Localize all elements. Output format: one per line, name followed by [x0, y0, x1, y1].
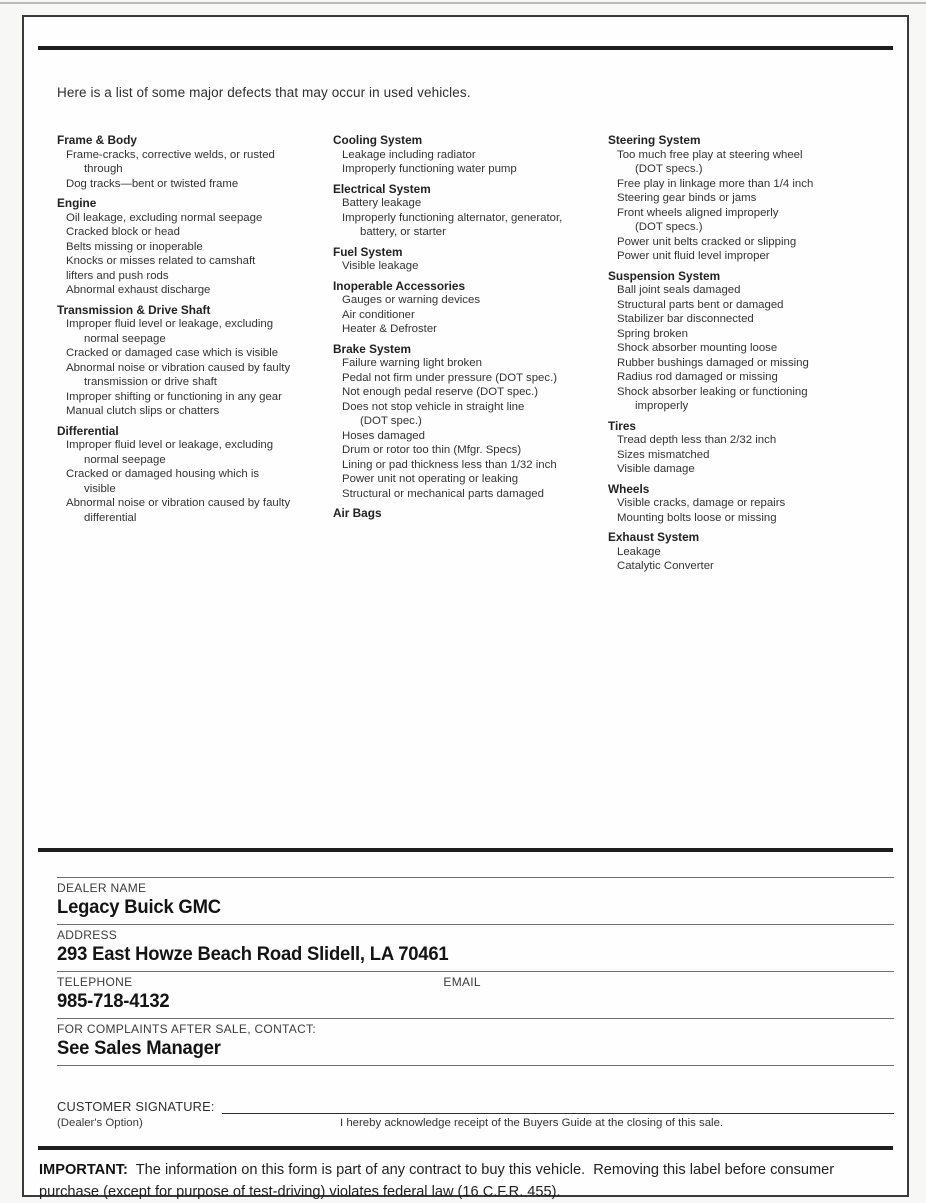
defect-column	[608, 128, 894, 574]
intro-text: Here is a list of some major defects that may occur in used vehicles.	[57, 85, 471, 100]
defect-item-line: Too much free play at steering wheel	[617, 148, 803, 161]
defect-item-line: Does not stop vehicle in straight line	[342, 400, 525, 413]
field-closing-line	[57, 1065, 894, 1066]
telephone-email-field	[57, 971, 894, 1018]
defect-item-line: Ball joint seals damaged	[617, 284, 741, 296]
defect-item-line: Hoses damaged	[342, 429, 425, 442]
customer-signature-label: CUSTOMER SIGNATURE:	[57, 1099, 215, 1114]
defect-item-line: Power unit not operating or leaking	[342, 473, 519, 485]
dealer-fields	[57, 877, 894, 1066]
defect-item-line: Visible leakage	[342, 260, 419, 272]
telephone-value: 985-718-4132	[57, 991, 170, 1012]
defect-item-line: Failure warning light broken	[342, 357, 482, 369]
defect-section	[333, 182, 608, 240]
defect-item-line: Oil leakage, excluding normal seepage	[66, 211, 263, 224]
defect-section	[57, 196, 333, 298]
defect-category-heading: Electrical System	[333, 181, 431, 196]
defect-item-line: Visible cracks, damage or repairs	[617, 497, 786, 509]
defect-section	[608, 269, 894, 414]
defects-list	[57, 128, 895, 574]
dealers-option-label: (Dealer's Option)	[57, 1117, 143, 1129]
dealer-info-section	[24, 848, 907, 1203]
top-divider	[38, 46, 893, 50]
defect-item-line: Cracked or damaged case which is visible	[66, 347, 279, 359]
defect-section	[608, 133, 894, 264]
defect-item-line: Spring broken	[617, 327, 688, 340]
defect-section	[333, 279, 608, 337]
defect-item-line: Shock absorber mounting loose	[617, 342, 778, 354]
defect-item-line: (DOT specs.)	[635, 221, 703, 233]
defect-category-heading: Frame & Body	[57, 133, 137, 147]
defect-item-line: Knocks or misses related to camshaft	[66, 255, 256, 267]
defect-section	[333, 133, 608, 177]
defect-category-heading: Exhaust System	[608, 530, 700, 544]
defect-item-line: normal seepage	[84, 453, 166, 466]
defect-item-line: Power unit fluid level improper	[617, 250, 770, 262]
defect-item-line: Manual clutch slips or chatters	[66, 405, 220, 417]
dealer-section-divider	[38, 848, 893, 852]
signature-line	[222, 1099, 894, 1114]
defect-section	[608, 419, 894, 477]
scan-edge-line	[0, 2, 926, 4]
defect-item-line: Gauges or warning devices	[342, 294, 481, 306]
defect-item-line: Lining or pad thickness less than 1/32 inch	[342, 458, 557, 471]
defect-item-line: Cracked or damaged housing which is	[66, 468, 260, 480]
defect-section	[57, 424, 333, 526]
defect-item-line: Battery leakage	[342, 197, 422, 209]
defect-category-heading: Fuel System	[333, 244, 403, 259]
defect-item-line: lifters and push rods	[66, 269, 169, 282]
defect-section	[608, 530, 894, 574]
defect-column	[57, 128, 333, 525]
defect-category-heading: Suspension System	[608, 268, 721, 283]
defect-column	[333, 128, 608, 521]
buyers-guide-back-page	[22, 15, 909, 1200]
defect-item-line: Improper fluid level or leakage, excluding	[66, 318, 274, 330]
defect-item-line: Heater & Defroster	[342, 323, 437, 335]
defect-item-line: Abnormal noise or vibration caused by faulty	[66, 497, 291, 509]
defect-item-line: Catalytic Converter	[617, 560, 714, 572]
defect-item-line: battery, or starter	[360, 226, 446, 238]
defect-section	[57, 303, 333, 419]
defect-category-heading: Inoperable Accessories	[333, 278, 466, 293]
address-field	[57, 924, 894, 971]
complaints-field	[57, 1018, 894, 1065]
defect-item-line: Leakage	[617, 545, 661, 558]
defect-item-line: visible	[84, 482, 116, 495]
defect-item-line: Shock absorber leaking or functioning	[617, 385, 808, 398]
defect-category-heading: Differential	[57, 423, 119, 438]
defect-item-line: Pedal not firm under pressure (DOT spec.)	[342, 371, 558, 384]
defect-category-heading: Tires	[608, 418, 636, 433]
email-label: EMAIL	[443, 975, 481, 989]
defect-category-heading: Cooling System	[333, 133, 423, 147]
defect-item-line: Abnormal exhaust discharge	[66, 284, 211, 296]
complaints-label: FOR COMPLAINTS AFTER SALE, CONTACT:	[57, 1022, 316, 1036]
complaints-value: See Sales Manager	[57, 1038, 221, 1059]
defect-item-line: Structural or mechanical parts damaged	[342, 487, 544, 500]
defect-category-heading: Steering System	[608, 133, 701, 147]
defect-item-line: Improperly functioning alternator, generator,	[342, 211, 563, 224]
acknowledgment-text: I hereby acknowledge receipt of the Buyers Guide at the closing of this sale.	[340, 1117, 724, 1129]
defect-category-heading: Air Bags	[333, 506, 382, 520]
dealer-name-field	[57, 877, 894, 924]
defect-item-line: Rubber bushings damaged or missing	[617, 356, 809, 369]
defect-item-line: normal seepage	[84, 332, 166, 345]
defect-item-line: Structural parts bent or damaged	[617, 298, 784, 311]
important-label: IMPORTANT:	[39, 1162, 128, 1178]
defect-item-line: Improperly functioning water pump	[342, 163, 517, 175]
defect-item-line: Radius rod damaged or missing	[617, 371, 778, 383]
defect-item-line: Not enough pedal reserve (DOT spec.)	[342, 386, 539, 398]
defect-item-line: Abnormal noise or vibration caused by faulty	[66, 361, 291, 374]
defect-section	[608, 482, 894, 526]
dealer-name-value: Legacy Buick GMC	[57, 897, 221, 918]
defect-item-line: differential	[84, 511, 137, 524]
defect-item-line: Power unit belts cracked or slipping	[617, 235, 797, 248]
address-label: ADDRESS	[57, 928, 118, 942]
defect-item-line: (DOT specs.)	[635, 163, 703, 175]
defect-category-heading: Wheels	[608, 481, 650, 496]
defect-item-line: Frame-cracks, corrective welds, or rusted	[66, 148, 275, 161]
defect-item-line: (DOT spec.)	[360, 415, 422, 427]
defect-item-line: through	[84, 163, 123, 175]
dealer-name-label: DEALER NAME	[57, 881, 147, 895]
telephone-label: TELEPHONE	[57, 975, 133, 989]
defect-section	[333, 506, 608, 521]
defect-item-line: Improper fluid level or leakage, excluding	[66, 439, 274, 451]
address-value: 293 East Howze Beach Road Slidell, LA 70461	[57, 944, 449, 965]
defect-item-line: Stabilizer bar disconnected	[617, 313, 754, 325]
defect-section	[333, 342, 608, 502]
defect-item-line: Air conditioner	[342, 308, 415, 321]
defect-item-line: Leakage including radiator	[342, 148, 476, 161]
defect-item-line: Visible damage	[617, 463, 695, 475]
defect-item-line: Improper shifting or functioning in any gear	[66, 390, 282, 403]
defect-item-line: Mounting bolts loose or missing	[617, 511, 777, 524]
defect-item-line: Steering gear binds or jams	[617, 192, 757, 204]
defect-item-line: Tread depth less than 2/32 inch	[617, 434, 777, 446]
important-notice	[39, 1159, 891, 1203]
defect-category-heading: Transmission & Drive Shaft	[57, 302, 211, 317]
defect-item-line: Belts missing or inoperable	[66, 240, 203, 253]
defect-item-line: Drum or rotor too thin (Mfgr. Specs)	[342, 444, 522, 456]
defect-section	[333, 245, 608, 274]
defect-item-line: transmission or drive shaft	[84, 376, 217, 388]
defect-item-line: Dog tracks—bent or twisted frame	[66, 177, 239, 190]
defect-item-line: Free play in linkage more than 1/4 inch	[617, 177, 814, 190]
defect-section	[57, 133, 333, 191]
footer-divider	[38, 1146, 893, 1150]
defect-item-line: Cracked block or head	[66, 226, 180, 238]
defect-category-heading: Engine	[57, 196, 97, 210]
important-text: The information on this form is part of any contract to buy this vehicle. Removing this label before consumer purchase (except for purpose of test-driving) violates federal law (16 C.F.R. 455).	[39, 1162, 839, 1200]
defect-item-line: improperly	[635, 400, 689, 412]
signature-block	[57, 1099, 894, 1129]
defect-item-line: Sizes mismatched	[617, 448, 710, 461]
defect-item-line: Front wheels aligned improperly	[617, 206, 779, 219]
defect-category-heading: Brake System	[333, 341, 412, 356]
